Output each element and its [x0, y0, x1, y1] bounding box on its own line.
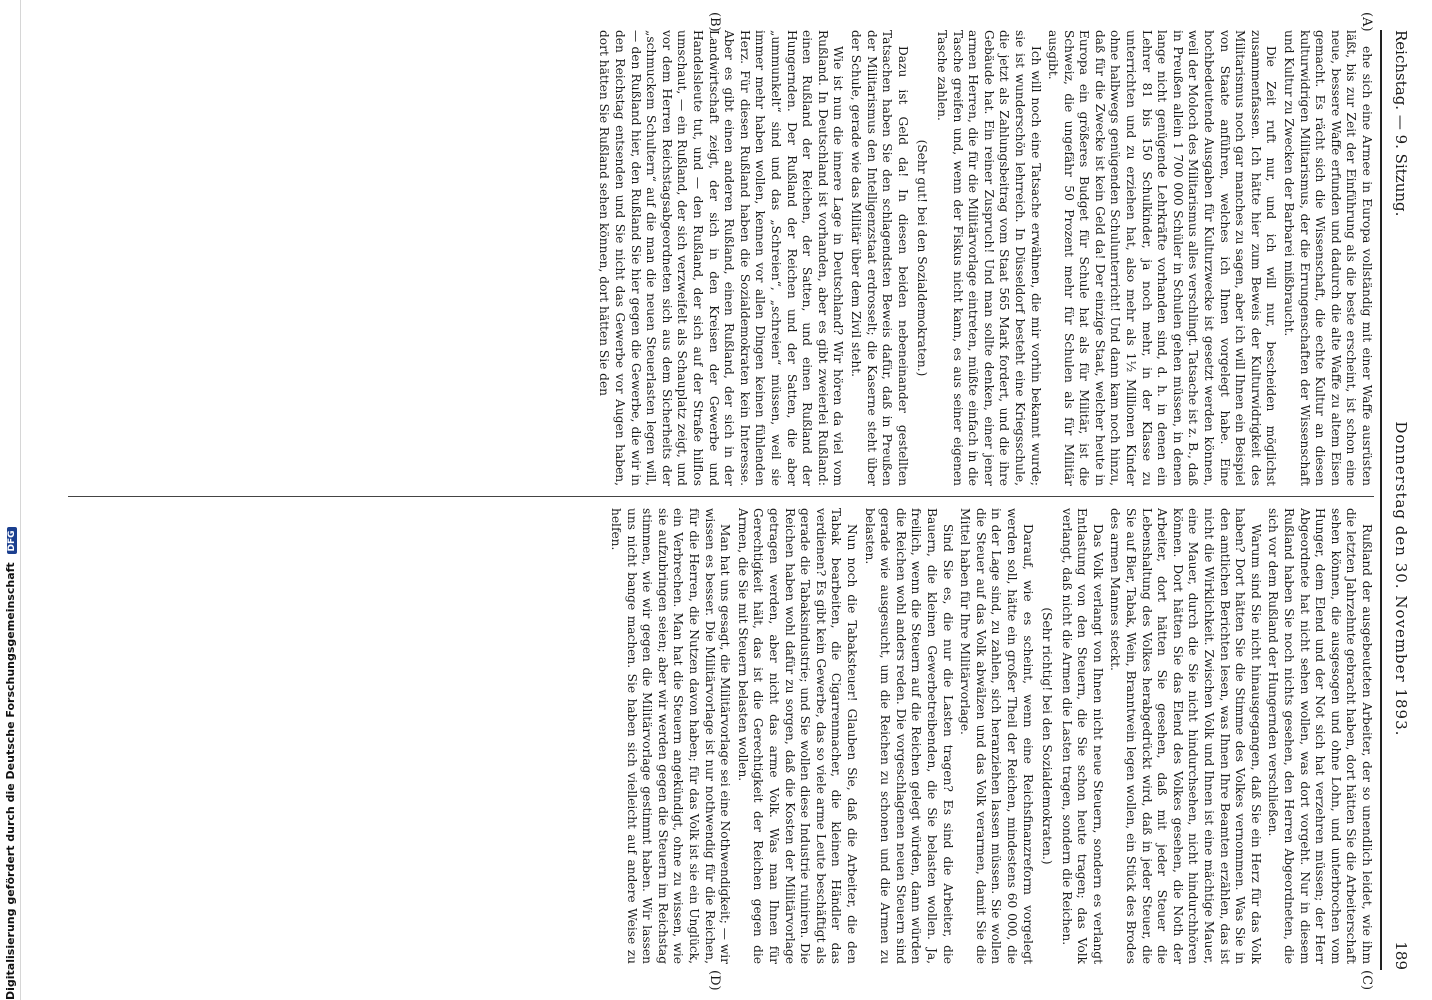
paragraph: Das Volk verlangt von Ihnen nicht neue Steuern, sondern es verlangt Entlastung von den Steuern, die Sie schon heute tragen; das Volk verlangt, daß nicht die Armen die Lasten tragen, sondern die Reichen.: [1059, 508, 1105, 964]
page-number: 189: [1392, 941, 1410, 970]
dfg-logo: DFG: [7, 527, 17, 554]
right-text-column: [68, 508, 1374, 964]
header-date: Donnerstag den 30. November 1893.: [1392, 421, 1410, 737]
document-page: [58, 8, 1422, 992]
margin-marker-c: (C): [1359, 970, 1374, 991]
header-session: Reichstag. — 9. Sitzung.: [1392, 30, 1410, 217]
paragraph: Nun noch die Tabaksteuer! Glauben Sie, daß die Arbeiter, die den Tabak bearbeiten, die Cigarrenmacher, die kleinen Händler das verdienen? Es gibt kein Gewerbe, das so viele arme Leute beschäftigt als gerade die Tabaksindustrie; und Sie wollen diese Industrie ruiniren. Die Reichen haben wohl dafür zu sorgen, daß die Kosten der Militärvorlage getragen werden, aber nicht das arme Volk. Was man Ihnen für Gerechtigkeit hält, das ist die Gerechtigkeit der Reichen gegen die Armen, die Sie mit Steuern belasten wollen.: [735, 508, 859, 964]
paragraph: ehe sich eine Armee in Europa vollständig mit einer Waffe ausrüsten läßt, bis zur Zeit der Einführung als die beste erscheint, ist schon eine neue, bessere Waffe erfunden und dadurch die alte Waffe zu altem Eisen gemacht. Es rächt sich die Wissenschaft, die echte Kultur an diesen kulturwidrigen Militarismus, der die Errungenschaften der Wissenschaft und Kultur zu Zwecken der Barbarei mißbraucht.: [1282, 30, 1374, 486]
header-rule: [1380, 30, 1382, 970]
paragraph: Die Zeit ruft nur, und ich will nur, bescheiden möglichst zusammenfassen. Ich hätte hier zum Beweis der Kulturwidrigkeit des Militarismus noch gar manches zu sagen, aber ich will Ihnen ein Beispiel von Staate anführen, welches ich Ihnen vorgelegt habe. Eine hochbedeutende Ausgaben für Kulturzwecke ist gesetzt werden können, weil der Moloch des Militarismus alles verschlingt. Tatsache ist z. B., daß in Preußen allein 1 700 000 Schüler in Schulen gehen müssen, in denen lange nicht genügende Lehrkräfte vorhanden sind, d. h. in denen ein Lehrer 81 bis 150 Schulkinder, ja noch mehr, in der Klasse zu unterrichten und zu erziehen hat, also mehr als 1½ Millionen Kinder ohne halbwegs genügenden Schulunterricht! Und dann kam noch hinzu, daß für die Zwecke ist kein Geld da! Der einzige Staat, welcher heute in Europa ein größeres Budget für Schule hat als für Militär, ist die Schweiz, die ungefähr 50 Prozent mehr für Schulen als für Militär ausgibt.: [1046, 30, 1279, 486]
left-text-column: [68, 30, 1374, 486]
column-divider: [68, 496, 1374, 497]
margin-marker-b: (B): [707, 12, 722, 32]
paragraph: (Sehr gut! bei den Sozialdemokraten.): [915, 139, 930, 377]
page-header: [1384, 30, 1418, 970]
margin-marker-d: (D): [707, 970, 722, 991]
paragraph: Man hat uns gesagt, die Militärvorlage sei eine Nothwendigkeit; — wir wissen es besser. Die Militärvorlage ist nur nothwendig für die Reichen, für die Herren, die Nutzen davon haben; für das Volk ist sie ein Unglück, ein Verbrechen. Man hat die Steuern angekündigt, ohne zu wissen, wie sie aufzubringen seien; aber wir werden gegen die Steuern im Reichstag stimmen, wie wir gegen die Militärvorlage gestimmt haben. Wir lassen uns nicht bange machen. Sie haben sich vielleicht auf andere Weise zu helfen.: [609, 508, 733, 964]
paragraph: Darauf, wie es scheint, wenn eine Reichsfinanzreform vorgelegt werden soll, hätte ein großer Theil der Reichen, mindestens 60 000, die in der Lage sind, zu zahlen, sich heranziehen lassen müssen. Sie wollen die Steuer auf das Volk abwälzen und das Volk verarmen, damit Sie die Mittel haben für Ihre Militärvorlage.: [958, 508, 1035, 964]
paragraph: Warum sind Sie nicht hinausgegangen, daß Sie ein Herz für das Volk haben? Dort hätten Sie die Stimme des Volkes vernommen. Was Sie in den amtlichen Berichten lesen, was Ihnen Ihre Beamten erzählen, das ist nicht die Wirklichkeit. Zwischen Volk und Ihnen ist eine mächtige Mauer, eine Mauer, durch die Sie nicht hindurchsehen, nicht hindurchhören können. Dort hätten Sie das Elend des Volkes gesehen, die Noth der Arbeiter, dort hätten Sie gesehen, daß mit jeder Steuer die Lebenshaltung des Volkes herabgedrückt wird, daß in jeder Steuer, die Sie auf Bier, Tabak, Wein, Branntwein legen wollen, ein Stück des Brodes des armen Mannes steckt.: [1108, 508, 1263, 964]
paragraph: Ich will noch eine Tatsache erwähnen, die mir vorhin bekannt wurde; sie ist wunderschön lehrreich. In Düsseldorf besteht eine Kriegsschule, die jetzt als Zahlungsbeitrag vom Staat 565 Mark fordert, und die ihre Gebäude hat. Ein reiner Zuspruch! Und man sollte denken, einer jener armen Herren, die für die Militärvorlage eintreten, müßte einfach in die Tasche greifen und, wenn der Fiskus nicht kann, es aus seiner eigenen Tasche zahlen.: [934, 30, 1043, 486]
paragraph: Wie ist nun die innere Lage in Deutschland? Wir hören da viel vom Rußland. In Deutschland ist vorhanden, aber es gibt zweierlei Rußland: einen Rußland der Reichen, der Satten, und einen Rußland der Hungernden. Der Rußland der Reichen und der Satten, die aber „ummunkelt“ sind und das „Schreien“, „schreien“ müssen, weil sie immer mehr haben wollen, kennen vor allen Dingen keinen fühlenden Herz. Für diesen Rußland haben die Sozialdemokraten kein Interesse. Aber es gibt einen anderen Rußland, einen Rußland, der sich in der Landwirtschaft zeigt, der sich in den Kreisen der Gewerbe und Handelsleute tut, und — den Rußland, der sich auf der Straße hilflos umschaut, — ein Rußland, der sich verzweifelt als Schauplatz zeigt, und vor dem Herren Reichstagsabgeordneten sich aus dem Sicherheits der „schmuckem Schultern“ auf die man die neuen Steuerlasten legen will, — den Rußland hier, den Rußland Sie hier gegen die Gewerbe, die wir in den Reichstag entsenden und Sie nicht das Gewerbe vor Augen haben, dort hätten Sie Rußland sehen können, dort hätten Sie den: [597, 30, 846, 486]
paragraph: (Sehr richtig! bei den Sozialdemokraten.): [1040, 607, 1055, 865]
scan-edge-line: [20, 0, 21, 1000]
paragraph: Dazu ist Geld da! In diesen beiden nebeneinander gestellten Tatsachen haben Sie den schlagendsten Beweis dafür, daß in Preußen der Militarismus den Intelligenzstaat erdrosselt; die Kaserne steht über der Schule, gerade wie das Militär über dem Zivil steht.: [849, 30, 910, 486]
rotated-page-content: [58, 8, 1422, 992]
digitization-credit: [4, 527, 17, 1000]
paragraph: Rußland der ausgebeuteten Arbeiter, der so unendlich leidet, wie ihm die letzten Jahrzehnte gebracht haben, dort hätten Sie die Arbeiterschaft sehen können, die ausgesogen und ohne Lohn, und unterbrochen vom Hunger, dem Elend und der Not sich hat verzehren müssen; der Herr Abgeordnete hat nicht sehen wollen, was dort vorgeht. Nur in diesem Rußland haben Sie noch nichts gesehen, den Herren Abgeordneten, die sich vor dem Rußland der Hungernden verschließen.: [1266, 508, 1374, 964]
margin-marker-a: (A): [1359, 12, 1374, 32]
paragraph: Sind Sie es, die nur die Lasten tragen? Es sind die Arbeiter, die Bauern, die kleinen Gewerbetreibenden, die Sie belasten wollen. Ja, freilich, wenn die Steuern auf die Reichen gelegt würden, dann würden die Reichen wohl anders reden. Die vorgeschlagenen neuen Steuern sind gerade wie ausgesucht, um die Reichen zu schonen und die Armen zu belasten.: [862, 508, 955, 964]
credit-text: Digitalisierung gefördert durch die Deutsche Forschungsgemeinschaft: [4, 562, 17, 1000]
